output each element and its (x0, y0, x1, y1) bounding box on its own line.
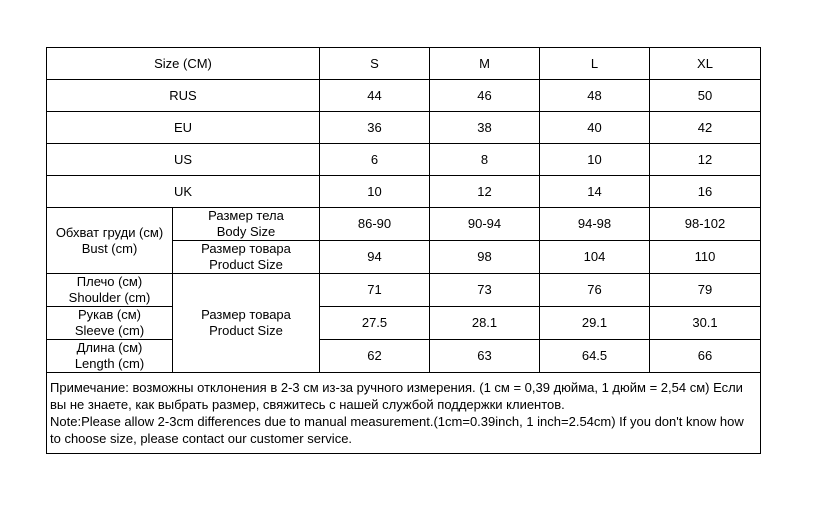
size-header-m: M (430, 48, 540, 80)
cell-value: 64.5 (540, 340, 650, 373)
cell-value: 94 (320, 241, 430, 274)
cell-value: 30.1 (650, 307, 761, 340)
row-label: US (47, 144, 320, 176)
bust-label-en: Bust (cm) (81, 240, 138, 256)
sleeve-label-ru: Рукав (см) (78, 307, 141, 322)
bust-label-ru: Обхват груди (см) (55, 224, 164, 240)
size-chart-table (46, 47, 761, 454)
table-row-sleeve (47, 307, 761, 340)
shoulder-label-en: Shoulder (cm) (68, 290, 151, 305)
cell-value: 79 (650, 274, 761, 307)
cell-value: 62 (320, 340, 430, 373)
cell-value: 73 (430, 274, 540, 307)
row-label: RUS (47, 80, 320, 112)
table-row-length (47, 340, 761, 373)
cell-value: 98-102 (650, 208, 761, 241)
measurement-note (47, 373, 761, 454)
cell-value: 104 (540, 241, 650, 274)
header-row (47, 48, 761, 80)
cell-value: 29.1 (540, 307, 650, 340)
cell-value: 94-98 (540, 208, 650, 241)
sleeve-label-en: Sleeve (cm) (74, 323, 145, 338)
cell-value: 48 (540, 80, 650, 112)
cell-value: 98 (430, 241, 540, 274)
note-row (47, 373, 761, 454)
cell-value: 38 (430, 112, 540, 144)
size-header-l: L (540, 48, 650, 80)
product-size-label (173, 241, 320, 274)
body-size-label-ru: Размер тела (208, 208, 284, 223)
cell-value: 76 (540, 274, 650, 307)
cell-value: 12 (650, 144, 761, 176)
sleeve-label (47, 307, 173, 340)
cell-value: 12 (430, 176, 540, 208)
cell-value: 28.1 (430, 307, 540, 340)
cell-value: 50 (650, 80, 761, 112)
product-size-group-label (173, 274, 320, 373)
length-label-ru: Длина (см) (76, 340, 143, 355)
cell-value: 63 (430, 340, 540, 373)
product-size-group-label-en: Product Size (209, 323, 283, 338)
shoulder-label (47, 274, 173, 307)
cell-value: 44 (320, 80, 430, 112)
cell-value: 10 (320, 176, 430, 208)
table-row-uk (47, 176, 761, 208)
length-label (47, 340, 173, 373)
cell-value: 40 (540, 112, 650, 144)
product-size-label-ru: Размер товара (201, 241, 291, 256)
cell-value: 27.5 (320, 307, 430, 340)
length-label-en: Length (cm) (74, 356, 145, 371)
size-header-xl: XL (650, 48, 761, 80)
row-label: UK (47, 176, 320, 208)
note-en-line-1: Note:Please allow 2-3cm differences due to manual measurement.(1cm=0.39inch, 1 inch=2.54cm) If you don't know how (50, 414, 744, 429)
cell-value: 42 (650, 112, 761, 144)
cell-value: 46 (430, 80, 540, 112)
cell-value: 71 (320, 274, 430, 307)
table-row-rus (47, 80, 761, 112)
row-label: EU (47, 112, 320, 144)
note-ru-line-2: вы не знаете, как выбрать размер, свяжитесь с нашей службой поддержки клиентов. (50, 397, 565, 412)
table-row-shoulder (47, 274, 761, 307)
shoulder-label-ru: Плечо (см) (76, 274, 143, 289)
cell-value: 86-90 (320, 208, 430, 241)
cell-value: 90-94 (430, 208, 540, 241)
cell-value: 14 (540, 176, 650, 208)
cell-value: 8 (430, 144, 540, 176)
note-en-line-2: to choose size, please contact our customer service. (50, 431, 353, 446)
body-size-label-en: Body Size (216, 224, 276, 239)
cell-value: 36 (320, 112, 430, 144)
cell-value: 6 (320, 144, 430, 176)
note-ru-line-1: Примечание: возможны отклонения в 2-3 см из-за ручного измерения. (1 см = 0,39 дюйма, 1 дюйм = 2,54 см) Если (50, 380, 743, 395)
table-row-us (47, 144, 761, 176)
product-size-label-en: Product Size (209, 257, 283, 272)
cell-value: 10 (540, 144, 650, 176)
product-size-group-label-ru: Размер товара (201, 307, 291, 322)
cell-value: 110 (650, 241, 761, 274)
table-row-bust-body (47, 208, 761, 241)
size-header-label: Size (CM) (47, 48, 320, 80)
table-row-eu (47, 112, 761, 144)
size-header-s: S (320, 48, 430, 80)
cell-value: 66 (650, 340, 761, 373)
cell-value: 16 (650, 176, 761, 208)
bust-label (47, 208, 173, 274)
body-size-label (173, 208, 320, 241)
